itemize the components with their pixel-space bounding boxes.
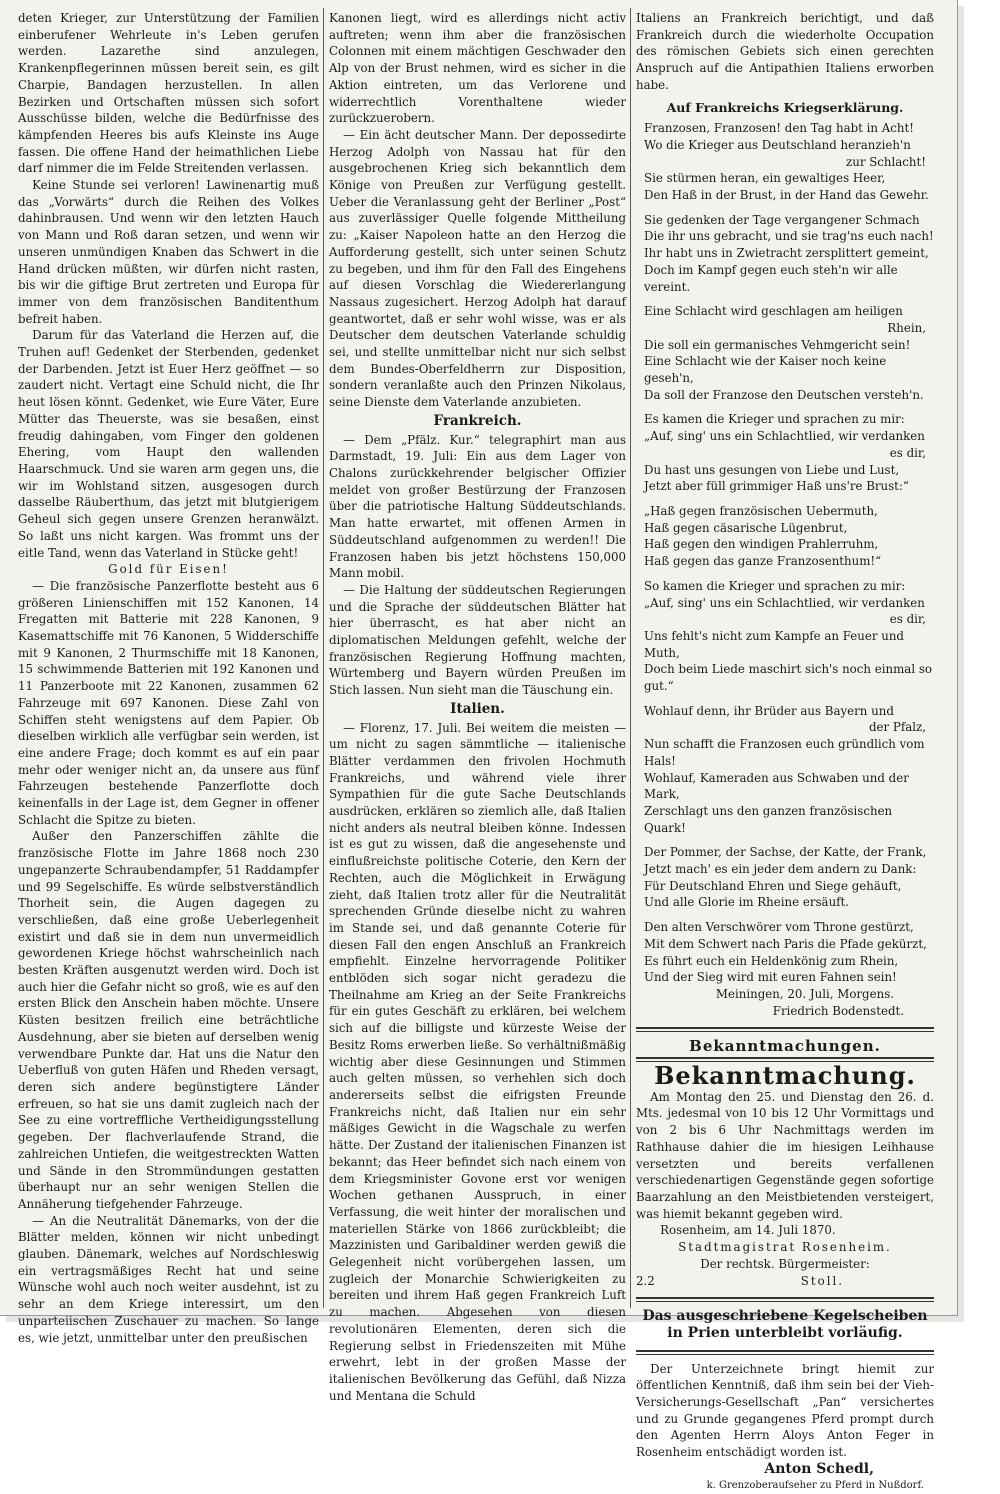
article-paragraph: — Die französische Panzerflotte besteht aus 6 größeren Linienschiffen mit 152 Kanonen, 14 Fregatten mit Batterie mit 228 Kanonen, 9 Kasemattschiffe mit 76 Kanonen, 5 Widderschiffe mit 9 Kanonen, 2 Thurmschiffe mit 18 Kanonen, 15 schwimmende Batterien mit 192 Kanonen und 11 Panzerboote mit 22 Kanonen, zusammen 62 Fahrzeuge mit 697 Kanonen. Diese Zahl von Schiffen steht wenigstens auf dem Papier. Ob dieselben wirklich alle verfügbar sein werden, ist eine andere Frage; doch kommt es auf ein paar mehr oder weniger nicht an, da unsere aus fünf Fahrzeugen bestehende Panzerflotte doch keinenfalls in der Lage ist, dem Gegner in offener Schlacht die Spitze zu bieten. (18, 578, 319, 827)
column-3 (636, 10, 934, 1491)
poem-line: Für Deutschland Ehren und Siege gehäuft, (644, 878, 902, 893)
announcement-number: 2.2 (636, 1273, 655, 1288)
poem-stanza (636, 503, 934, 570)
poem-line: Eine Schlacht wird geschlagen am heiligen (644, 304, 903, 319)
poem-title: Auf Frankreichs Kriegserklärung. (666, 99, 904, 115)
poem-place: Meiningen, 20. Juli, Morgens. (715, 986, 894, 1001)
announcement-signature: Stoll. (800, 1273, 844, 1288)
poem-line: Den Haß in der Brust, in der Hand das Gewehr. (644, 188, 929, 203)
poem-line: Haß gegen cäsarische Lügenbrut, (644, 520, 848, 535)
poem-line: Rhein, (887, 320, 926, 335)
column-2 (329, 10, 626, 1403)
poem-line: Wohlauf, Kameraden aus Schwaben und der Mark, (644, 770, 909, 802)
poem-line: Haß gegen das ganze Franzosenthum!“ (644, 554, 882, 569)
stanza-gap (636, 570, 934, 578)
separator-rule (636, 1027, 934, 1032)
poem-line: Und der Sieg wird mit euren Fahnen sein! (644, 970, 897, 985)
stanza-gap (636, 495, 934, 503)
article-paragraph: Kanonen liegt, wird es allerdings nicht activ auftreten; wenn ihm aber die französischen Colonnen mit einem mächtigen Geschwader den Alp von der Brust nehmen, wird es sicher in die Aktion eintreten, um das Verlorene und widerrechtlich Vorenthaltene wieder zurückzuerobern. (329, 11, 626, 126)
page-shadow-right (958, 6, 964, 1322)
poem-line: Sie stürmen heran, ein gewaltiges Heer, (644, 171, 886, 186)
poem-line: es dir, (889, 445, 926, 460)
poem-line: Jetzt aber füll grimmiger Haß uns're Brust:“ (644, 479, 909, 494)
poem-stanza (636, 919, 934, 986)
stanza-gap (636, 836, 934, 844)
announcement-role: Der rechtsk. Bürgermeister: (700, 1256, 870, 1271)
column-rule-2 (630, 8, 631, 1308)
article-paragraph: Italiens an Frankreich berichtigt, und daß Frankreich durch die wiederholte Occupation des römischen Gebiets sich einen gerechten Anspruch auf die Antipathien Italiens erworben habe. (636, 11, 934, 92)
poem-stanza (636, 120, 934, 204)
poem-stanza (636, 212, 934, 296)
poem-line: Sie gedenken der Tage vergangener Schmach (644, 212, 920, 227)
poem-line: So kamen die Krieger und sprachen zu mir: (644, 578, 906, 593)
poem-line: Doch beim Liede maschirt sich's noch einmal so gut.“ (644, 662, 932, 694)
poem-line: Jetzt mach' es ein jeder dem andern zu Dank: (644, 862, 917, 877)
article-paragraph: Außer den Panzerschiffen zählte die französische Flotte im Jahre 1868 noch 230 ungepanzerte Schraubendampfer, 51 Raddampfer und 99 Segelschiffe. Es würde selbstverständlich Thorheit sein, die Augen dagegen zu verschließen, daß eine große Ueberlegenheit existirt und daß sie in dem nun unvermeidlich gewordenen Kriege höchst wahrscheinlich nach besten Kräften ausgenutzt werden wird. Doch ist auch hier die Gefahr nicht so groß, wie es auf den ersten Blick den Anschein haben möchte. Unsere Küsten besitzen freilich eine beträchtliche Ausdehnung, aber sie bieten auf derselben wenig verwendbare Punkte dar. Hat uns die Natur den Ueberfluß von guten Häfen und Rheden versagt, deren sich andere begünstigtere Länder erfreuen, so hat sie uns damit zugleich nach der See zu eine vortreffliche Vertheidigungsstellung gegeben. Der flachverlaufende Strand, die zahlreichen Untiefen, die weitgestreckten Watten und Sände in den Strommündungen gestatten überhaupt nur an sehr wenigen Stellen die Annäherung tiefgehender Fahrzeuge. (18, 829, 319, 1211)
poem-line: Zerschlagt uns den ganzen französischen Quark! (644, 803, 893, 835)
poem-line: Uns fehlt's nicht zum Kampfe an Feuer und Muth, (644, 628, 904, 660)
poem-line: Wohlauf denn, ihr Brüder aus Bayern und (644, 703, 894, 718)
column-rule-1 (323, 8, 324, 1308)
poem-line: Du hast uns gesungen von Liebe und Lust, (644, 462, 900, 477)
poem-line: „Haß gegen französischen Uebermuth, (644, 503, 878, 518)
section-heading-italien: Italien. (450, 700, 505, 717)
poem-stanza (636, 844, 934, 911)
poem-line: Nun schafft die Franzosen euch gründlich vom Hals! (644, 737, 925, 768)
poem-stanza (636, 578, 934, 695)
article-paragraph: deten Krieger, zur Unterstützung der Familien einberufener Wehrleute in's Leben gerufen werden. Lazarethe sind anzulegen, Krankenpflegerinnen müssen bereit sein, es gilt Charpie, Bandagen herzustellen. In allen Bezirken und Ortschaften müssen sich sofort Ausschüsse bilden, welche die Bedürfnisse des kämpfenden Heeres bis aufs Kleinste ins Auge fassen. Die offene Hand der heimathlichen Liebe darf nimmer die im Felde Streitenden verlassen. (18, 11, 319, 176)
poem-line: Eine Schlacht wie der Kaiser noch keine geseh'n, (644, 354, 887, 386)
poem-author: Friedrich Bodenstedt. (772, 1003, 904, 1018)
article-paragraph: — Die Haltung der süddeutschen Regierungen und die Sprache der süddeutschen Blätter hat hier überrascht, es hat aber nicht an diplomatischen Meldungen gefehlt, welche der französischen Regierung Hoffnung machten, Würtemberg und Bayern würden Preußen im Stich lassen. Nun sieht man die Täuschung ein. (329, 582, 626, 698)
stanza-gap (636, 911, 934, 919)
poem-line: es dir, (889, 612, 926, 627)
poem-line: Die ihr uns gebracht, und sie trag'ns euch nach! (644, 229, 934, 244)
poem-stanza (636, 703, 934, 837)
poem (636, 120, 934, 986)
announcement-body: Am Montag den 25. und Dienstag den 26. d. Mts. jedesmal von 10 bis 12 Uhr Vormittags und von 2 bis 6 Uhr Nachmittags werden im Rathhause dahier die im hiesigen Leihhause versetzten und bereits verfallenen verschiedenartigen Gegenstände gegen sofortige Baarzahlung an den Meistbietenden versteigert, was hiemit bekannt gegeben wird. (636, 1089, 934, 1221)
poem-line: Es kamen die Krieger und sprachen zu mir: (644, 412, 905, 427)
announcement-sign-row (636, 1273, 934, 1290)
poem-stanza (636, 411, 934, 495)
slogan-line: Gold für Eisen! (108, 562, 229, 577)
poem-line: Franzosen, Franzosen! den Tag habt in Acht! (644, 121, 914, 136)
notice-line-2: in Prien unterbleibt vorläufig. (667, 1324, 903, 1341)
announcements-header: Bekanntmachungen. (689, 1037, 881, 1056)
poem-line: der Pfalz, (869, 720, 926, 735)
article-paragraph: — Ein ächt deutscher Mann. Der depossedirte Herzog Adolph von Nassau hat für den ausgebrochenen Krieg sich bekanntlich dem Könige von Preußen zur Verfügung gestellt. Ueber die Veranlassung geht der Berliner „Post“ aus zuverlässiger Quelle folgende Mittheilung zu: „Kaiser Napoleon hatte an den Herzog die Aufforderung gestellt, sich unter seinen Schutz zu begeben, und ihm für den Fall des Eingehens auf diesen Vorschlag die Wiedererlangung Nassaus zugesichert. Herzog Adolph hat darauf geantwortet, daß er sehr wohl wisse, was er als Deutscher dem deutschen Vaterlande schuldig sei, und stellte unmittelbar nicht nur sich selbst dem Bundes-Oberfeldherrn zur Disposition, sondern veranlaßte auch den Prinzen Nikolaus, seine Dienste dem Vaterlande anzubieten. (329, 127, 626, 410)
announcement-date: Rosenheim, am 14. Juli 1870. (660, 1223, 836, 1238)
stanza-gap (636, 695, 934, 703)
notice-body: Der Unterzeichnete bringt hiemit zur öffentlichen Kenntniß, daß ihm sein bei der Vieh-Versicherungs-Gesellschaft „Pan“ versichertes und zu Grunde gegangenes Pferd prompt durch den Agenten Herrn Aloys Anton Feger in Rosenheim entschädigt worden ist. (636, 1361, 934, 1460)
poem-line: Da soll der Franzose den Deutschen versteh'n. (644, 387, 924, 402)
stanza-gap (636, 204, 934, 212)
notice-line-1: Das ausgeschriebene Kegelscheiben (642, 1308, 928, 1325)
separator-rule (636, 1297, 934, 1302)
section-heading-frankreich: Frankreich. (433, 412, 522, 429)
poem-line: Ihr habt uns in Zwietracht zersplittert gemeint, (644, 246, 929, 261)
poem-line: Und alle Glorie im Rheine ersäuft. (644, 895, 850, 910)
column-1 (18, 10, 319, 1345)
poem-line: Doch im Kampf gegen euch steh'n wir alle vereint. (644, 262, 898, 294)
notice-signature: Anton Schedl, (764, 1460, 874, 1477)
notice-signer-role: k. Grenzoberaufseher zu Pferd in Nußdorf. (706, 1479, 924, 1491)
poem-line: „Auf, sing' uns ein Schlachtlied, wir verdanken (644, 595, 925, 610)
stanza-gap (636, 295, 934, 303)
poem-line: Wo die Krieger aus Deutschland heranzieh'n (644, 137, 911, 152)
article-paragraph: — Dem „Pfälz. Kur.“ telegraphirt man aus Darmstadt, 19. Juli: Ein aus dem Lager von Chalons zurückkehrender belgischer Offizier meldet von großer Bestürzung der Franzosen über die patriotische Haltung Süddeutschlands. Man hatte erwartet, mit offenen Armen in Süddeutschland aufgenommen zu werden!! Die Franzosen haben bis jetzt höchstens 150,000 Mann mobil. (329, 432, 626, 581)
poem-line: Der Pommer, der Sachse, der Katte, der Frank, (644, 845, 927, 860)
article-paragraph: Keine Stunde sei verloren! Lawinenartig muß das „Vorwärts“ durch die Reihen des Volkes dahinbrausen. Und wenn wir den letzten Hauch von Mann und Roß daran setzen, und wenn wir unseren unmündigen Knaben das Schwert in die Hand drücken müßten, wir dürfen nicht rasten, bis wir die giftige Brut zertreten und Europa für immer von dem französischen Banditenthum befreit haben. (18, 178, 319, 326)
stanza-gap (636, 403, 934, 411)
poem-line: Mit dem Schwert nach Paris die Pfade gekürzt, (644, 936, 927, 951)
announcement-title: Bekanntmachung. (654, 1061, 916, 1091)
separator-rule (636, 1350, 934, 1355)
poem-line: Haß gegen den windigen Prahlerruhm, (644, 537, 879, 552)
poem-line: Es führt euch ein Heldenkönig zum Rhein, (644, 953, 899, 968)
article-paragraph: Darum für das Vaterland die Herzen auf, die Truhen auf! Gedenket der Sterbenden, gedenket der Darbenden. Jetzt ist Euer Herz geöffnet — so zaudert nicht. Vertagt eine Schuld nicht, die Ihr heut lösen könnt. Gedenket, wie Eure Väter, Eure Mütter das Theuerste, was sie besaßen, einst freudig dahingaben, vom Finger den goldenen Ehering, vom Haupt den wallenden Haarschmuck. Und sie waren arm gegen uns, die wir im Wohlstand sitzen, ausgesogen durch dasselbe Räuberthum, das jetzt mit blutgierigem Geheul sich gegen unsere Grenzen heranwälzt. So laßt uns nicht kargen. Was frommt uns der eitle Tand, wenn das Vaterland in Stücke geht! (18, 328, 319, 560)
poem-line: zur Schlacht! (846, 154, 926, 169)
article-paragraph: — An die Neutralität Dänemarks, von der die Blätter melden, können wir nicht unbedingt glauben. Dänemark, welches auf Nordschleswig ein vertragsmäßiges Recht hat und seine Wünsche wohl auch noch weiter ausdehnt, ist zu sehr an dem Kriege interessirt, um den unparteiischen Zuschauer zu machen. So lange es, wie jetzt, unmittelbar unter den preußischen (18, 1213, 319, 1345)
article-paragraph: — Florenz, 17. Juli. Bei weitem die meisten — um nicht zu sagen sämmtliche — italienische Blätter verdammen den frivolen Hochmuth Frankreichs, und während viele ihrer Sympathien für die gute Sache Deutschlands ausdrücken, erklären so ziemlich alle, daß Italien nicht anders als neutral bleiben könne. Indessen ist es gut zu wissen, daß die angesehenste und einflußreichste politische Coterie, den Kern der Rechten, auch die Möglichkeit in Erwägung zieht, daß Italien trotz aller für die Neutralität sprechenden Gründe dieselbe nicht zu wahren im Stande sei, und daß genannte Coterie für diesen Fall den engen Anschluß an Frankreich empfiehlt. Einzelne hervorragende Politiker entblöden sich sogar nicht geradezu die Theilnahme am Krieg an der Seite Frankreichs für ein gutes Geschäft zu erklären, bei welchem sich auf die billigste und kürzeste Weise der Besitz Roms erwerben ließe. So verhältnißmäßig wichtig aber diese Gesinnungen und Stimmen auch gelten müssen, so verhehlen sich doch andererseits selbst die eifrigsten Freunde Frankreichs nicht, daß Italien nur ein sehr mäßiges Gewicht in die Wagschale zu werfen hätte. Der Zustand der italienischen Finanzen ist bekannt; das Heer befindet sich nach einem von dem Kriegsminister Govone erst vor wenigen Wochen gethanen Ausspruch, in einer Verfassung, die weit hinter der moralischen und materiellen Stärke von 1866 zurückbleibt; die Mazzinisten und Garibaldiner werden gewiß die Gelegenheit nicht vorübergehen lassen, um zugleich der Monarchie Schwierigkeiten zu bereiten und ihrem Haß gegen Frankreich Luft zu machen. Abgesehen von diesen revolutionären Elementen, deren sich die Regierung selbst in Friedenszeiten mit Mühe erwehrt, lebt in der großen Masse der italienischen Bevölkerung das Gefühl, daß Nizza und Mentana die Schuld (329, 720, 626, 1403)
poem-line: Den alten Verschwörer vom Throne gestürzt, (644, 920, 914, 935)
poem-stanza (636, 303, 934, 403)
poem-line: „Auf, sing' uns ein Schlachtlied, wir verdanken (644, 429, 925, 444)
announcement-org: Stadtmagistrat Rosenheim. (678, 1240, 892, 1255)
poem-line: Die soll ein germanisches Vehmgericht sein! (644, 337, 911, 352)
